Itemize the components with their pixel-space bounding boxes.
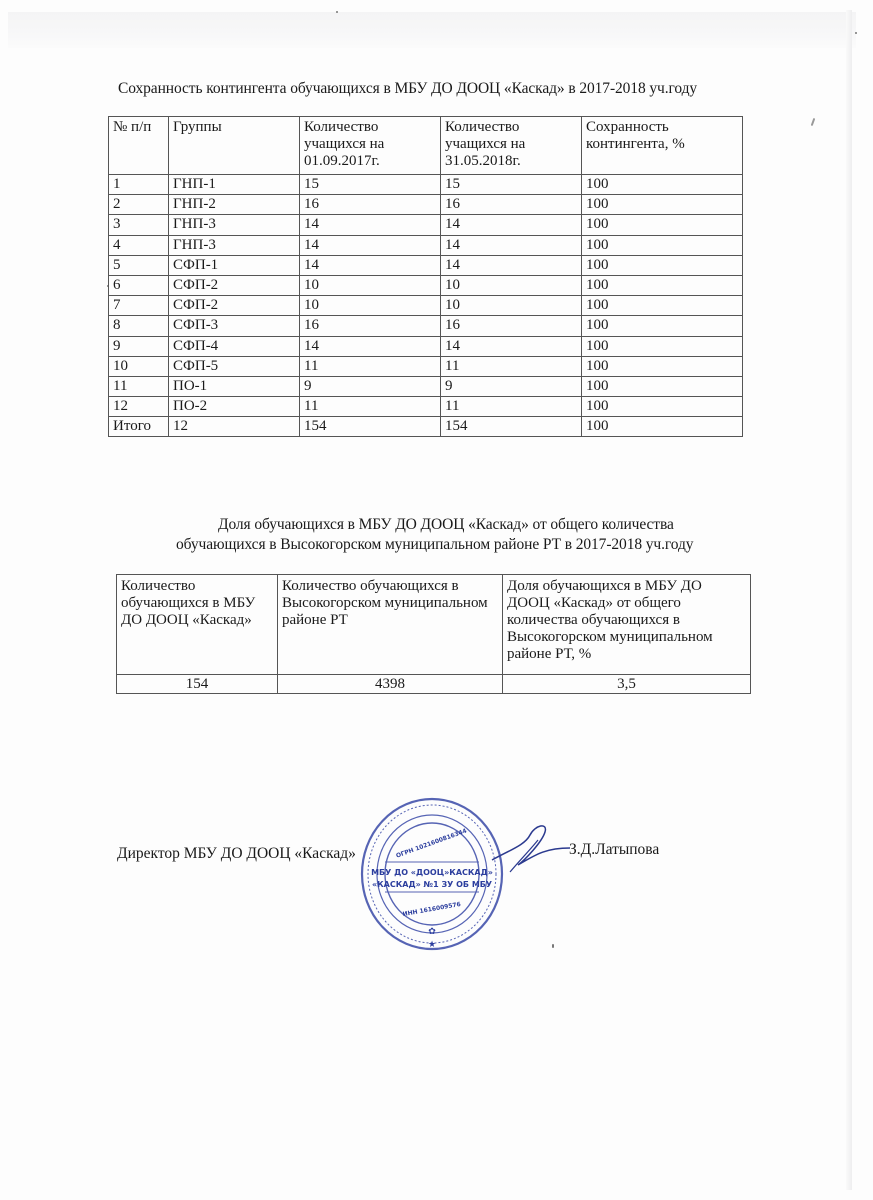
cell: 100 [582,275,743,295]
director-position: Директор МБУ ДО ДООЦ «Каскад» [117,845,356,862]
cell: 16 [441,316,582,336]
cell: 100 [582,255,743,275]
table-row [109,275,743,295]
cell: СФП-2 [169,275,300,295]
cell: 100 [582,215,743,235]
stamp-inn: ИНН 1616009576 [402,900,462,919]
cell: Итого [109,417,169,437]
cell: 14 [300,336,441,356]
cell: 100 [582,356,743,376]
cell: СФП-5 [169,356,300,376]
table-row [109,235,743,255]
cell: ГНП-1 [169,175,300,195]
table-row [109,336,743,356]
cell: 10 [300,296,441,316]
cell: 3 [109,215,169,235]
header-cell: Группы [169,117,300,175]
cell: СФП-1 [169,255,300,275]
cell: СФП-2 [169,296,300,316]
cell: 16 [441,195,582,215]
cell: 154 [117,675,278,694]
cell: 100 [582,296,743,316]
cell: 9 [300,376,441,396]
table-row [109,316,743,336]
cell: 9 [441,376,582,396]
cell: ПО-1 [169,376,300,396]
cell: 14 [300,215,441,235]
scan-artifact-top [8,12,856,48]
cell: 14 [300,235,441,255]
scan-artifact-right-edge [846,10,852,1190]
cell: 14 [300,255,441,275]
header-cell: Количество обучающихся в Высокогорском муниципальном районе РТ [278,575,503,675]
cell: 5 [109,255,169,275]
cell: 16 [300,195,441,215]
table-total-row [109,417,743,437]
cell: 100 [582,195,743,215]
stamp-line2: «КАСКАД» №1 ЗУ ОБ МБУ [371,880,493,889]
cell: 6 [109,275,169,295]
cell: 100 [582,376,743,396]
scan-speck [552,944,554,948]
cell: 100 [582,235,743,255]
table-row [109,296,743,316]
cell: 10 [300,275,441,295]
cell: 10 [109,356,169,376]
cell: 11 [109,376,169,396]
cell: СФП-4 [169,336,300,356]
scan-speck [855,32,857,34]
cell: 14 [441,255,582,275]
handwritten-signature-icon [490,820,580,880]
header-cell: Количество обучающихся в МБУ ДО ДООЦ «Каскад» [117,575,278,675]
header-cell: Количество учащихся на 31.05.2018г. [441,117,582,175]
table2-title-line1: Доля обучающихся в МБУ ДО ДООЦ «Каскад» от общего количества [218,516,674,533]
svg-text:★: ★ [427,940,437,950]
cell: 16 [300,316,441,336]
stamp-ogrn: ОГРН 1021600816344 [395,827,468,860]
stamp-line1: МБУ ДО «ДООЦ»КАСКАД» [371,868,493,877]
table-row [109,376,743,396]
cell: 2 [109,195,169,215]
header-cell: Доля обучающихся в МБУ ДО ДООЦ «Каскад» от общего количества обучающихся в Высокогорском муниципальном районе РТ, % [503,575,751,675]
cell: 11 [300,397,441,417]
cell: 12 [169,417,300,437]
scan-speck [811,118,816,126]
cell: 100 [582,336,743,356]
cell: 100 [582,417,743,437]
retention-table [108,116,743,437]
cell: 11 [441,397,582,417]
table-header-row [109,117,743,175]
cell: 4 [109,235,169,255]
cell: 9 [109,336,169,356]
cell: ГНП-3 [169,235,300,255]
table-row [109,255,743,275]
cell: 14 [441,215,582,235]
cell: ПО-2 [169,397,300,417]
cell: 14 [441,235,582,255]
cell: 11 [441,356,582,376]
cell: 3,5 [503,675,751,694]
cell: 14 [441,336,582,356]
cell: 1 [109,175,169,195]
cell: ГНП-2 [169,195,300,215]
table2-title-line2: обучающихся в Высокогорском муниципальном районе РТ в 2017-2018 уч.году [176,536,694,553]
cell: 11 [300,356,441,376]
cell: 10 [441,296,582,316]
table-row [109,175,743,195]
cell: 154 [441,417,582,437]
table-header-row [117,575,751,675]
cell: 100 [582,397,743,417]
cell: 154 [300,417,441,437]
cell: 10 [441,275,582,295]
cell: 12 [109,397,169,417]
table-row [109,195,743,215]
table-row [109,397,743,417]
table-row [117,675,751,694]
scan-speck [336,11,338,13]
director-name: З.Д.Латыпова [569,841,660,858]
cell: 7 [109,296,169,316]
cell: 15 [300,175,441,195]
header-cell: Сохранность контингента, % [582,117,743,175]
header-cell: № п/п [109,117,169,175]
cell: ГНП-3 [169,215,300,235]
svg-text:✿: ✿ [428,927,436,937]
table-row [109,215,743,235]
cell: 8 [109,316,169,336]
share-table [116,574,751,694]
table-row [109,356,743,376]
table1-title: Сохранность контингента обучающихся в МБУ ДО ДООЦ «Каскад» в 2017-2018 уч.году [118,80,698,97]
official-stamp-icon [358,797,508,957]
cell: 100 [582,316,743,336]
header-cell: Количество учащихся на 01.09.2017г. [300,117,441,175]
cell: 4398 [278,675,503,694]
cell: 15 [441,175,582,195]
cell: СФП-3 [169,316,300,336]
cell: 100 [582,175,743,195]
